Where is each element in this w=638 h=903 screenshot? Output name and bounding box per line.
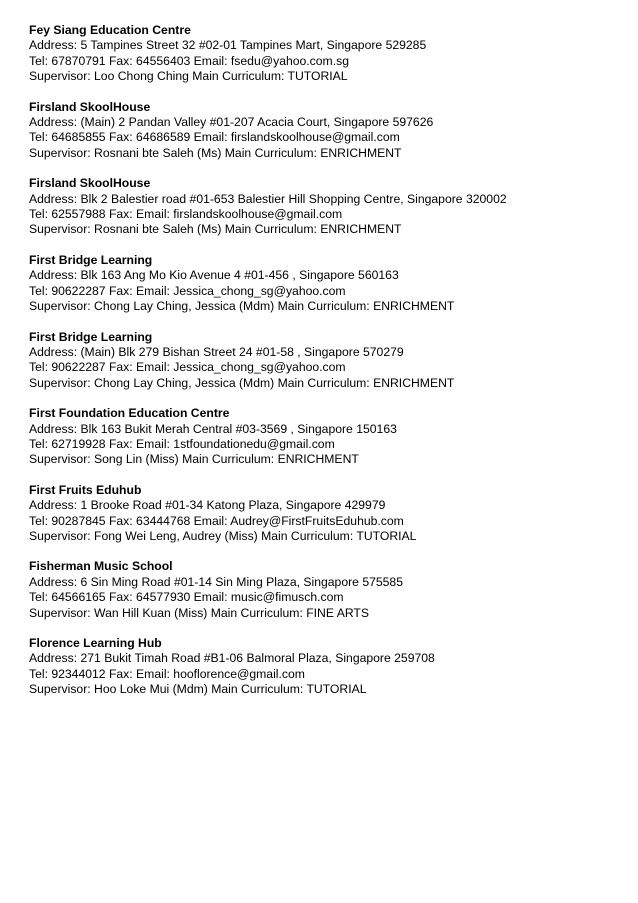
centre-name: Florence Learning Hub [29,636,162,650]
centre-supervisor: Supervisor: Chong Lay Ching, Jessica (Mdm) Main Curriculum: ENRICHMENT [29,299,455,314]
centre-address: Address: (Main) 2 Pandan Valley #01-207 Acacia Court, Singapore 597626 [29,115,434,130]
centre-contact: Tel: 64685855 Fax: 64686589 Email: firslandskoolhouse@gmail.com [29,130,400,145]
centre-address: Address: 1 Brooke Road #01-34 Katong Plaza, Singapore 429979 [29,498,386,513]
centre-address: Address: Blk 163 Ang Mo Kio Avenue 4 #01-456 , Singapore 560163 [29,268,399,283]
centre-address: Address: Blk 2 Balestier road #01-653 Balestier Hill Shopping Centre, Singapore 320002 [29,191,507,206]
listing-entry [29,23,629,85]
centre-name: Fisherman Music School [29,559,173,574]
centre-address: Address: 271 Bukit Timah Road #B1-06 Balmoral Plaza, Singapore 259708 [29,651,435,666]
directory-page [29,23,629,713]
centre-address: Address: 6 Sin Ming Road #01-14 Sin Ming Plaza, Singapore 575585 [29,574,403,589]
listing-entry [29,176,629,238]
centre-contact: Tel: 92344012 Fax: Email: hooflorence@gmail.com [29,666,305,681]
listing-entry [29,100,629,162]
centre-contact: Tel: 62557988 Fax: Email: firslandskoolhouse@gmail.com [29,207,343,222]
centre-contact: Tel: 90287845 Fax: 63444768 Email: Audrey@FirstFruitsEduhub.com [29,513,404,528]
centre-name: First Foundation Education Centre [29,406,230,421]
centre-supervisor: Supervisor: Loo Chong Ching Main Curriculum: TUTORIAL [29,69,348,84]
listing-entry [29,636,629,698]
centre-supervisor: Supervisor: Chong Lay Ching, Jessica (Mdm) Main Curriculum: ENRICHMENT [29,375,455,390]
centre-supervisor: Supervisor: Wan Hill Kuan (Miss) Main Curriculum: FINE ARTS [29,605,369,620]
centre-address: Address: (Main) Blk 279 Bishan Street 24 #01-58 , Singapore 570279 [29,344,404,359]
centre-contact: Tel: 62719928 Fax: Email: 1stfoundationedu@gmail.com [29,436,335,451]
centre-contact: Tel: 67870791 Fax: 64556403 Email: fsedu@yahoo.com.sg [29,53,349,68]
centre-name: Fey Siang Education Centre [29,23,191,37]
centre-name: Firsland SkoolHouse [29,176,151,191]
centre-name: Firsland SkoolHouse [29,99,151,114]
listing-entry [29,253,629,315]
centre-name: First Bridge Learning [29,252,153,267]
centre-contact: Tel: 90622287 Fax: Email: Jessica_chong_sg@yahoo.com [29,283,346,298]
centre-contact: Tel: 90622287 Fax: Email: Jessica_chong_sg@yahoo.com [29,360,346,375]
centre-address: Address: 5 Tampines Street 32 #02-01 Tampines Mart, Singapore 529285 [29,38,427,53]
centre-address: Address: Blk 163 Bukit Merah Central #03-3569 , Singapore 150163 [29,421,397,436]
listing-entry [29,559,629,621]
centre-name: First Fruits Eduhub [29,482,142,497]
centre-supervisor: Supervisor: Rosnani bte Saleh (Ms) Main Curriculum: ENRICHMENT [29,222,402,237]
centre-supervisor: Supervisor: Fong Wei Leng, Audrey (Miss) Main Curriculum: TUTORIAL [29,528,417,543]
centre-contact: Tel: 64566165 Fax: 64577930 Email: music@fimusch.com [29,590,344,605]
listing-entry [29,330,629,392]
centre-supervisor: Supervisor: Rosnani bte Saleh (Ms) Main Curriculum: ENRICHMENT [29,145,402,160]
centre-name: First Bridge Learning [29,329,153,344]
centre-supervisor: Supervisor: Hoo Loke Mui (Mdm) Main Curriculum: TUTORIAL [29,682,367,697]
listing-entry [29,406,629,468]
centre-supervisor: Supervisor: Song Lin (Miss) Main Curriculum: ENRICHMENT [29,452,359,467]
listing-entry [29,483,629,545]
